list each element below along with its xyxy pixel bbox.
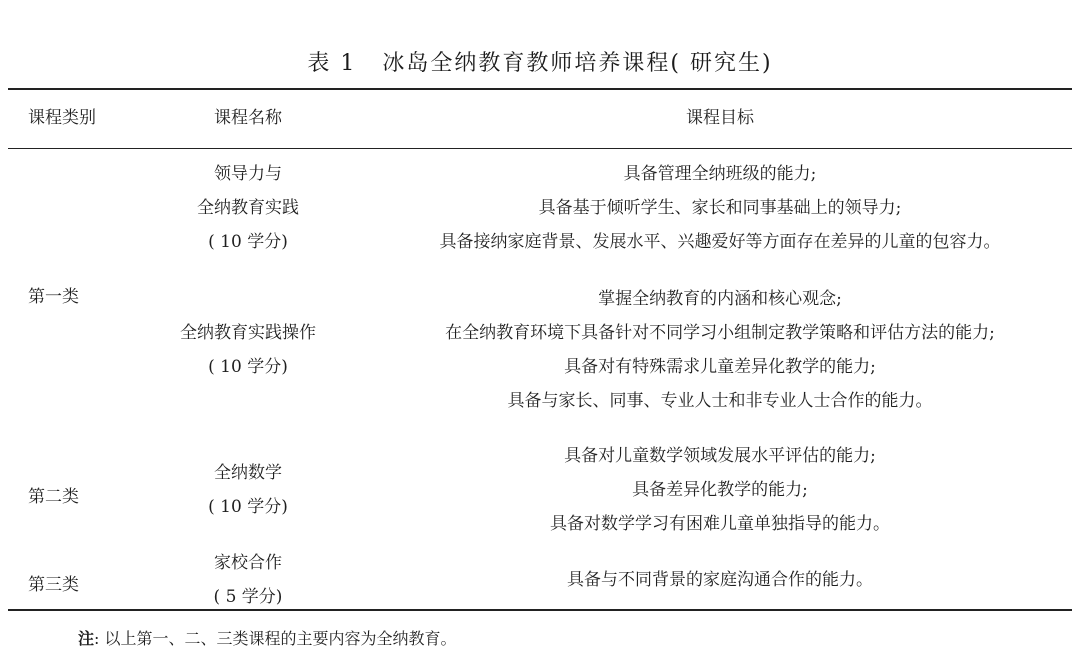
course-goal-line: 具备接纳家庭背景、发展水平、兴趣爱好等方面存在差异的儿童的包容力。 <box>439 232 1001 252</box>
category-cell: 第二类 <box>28 487 79 507</box>
course-goal-line: 在全纳教育环境下具备针对不同学习小组制定教学策略和评估方法的能力; <box>445 323 995 343</box>
course-goal-cell <box>370 563 1070 597</box>
course-name-line: 全纳教育实践 <box>197 198 299 218</box>
course-credits: ( 10 学分) <box>208 357 288 377</box>
course-credits: ( 10 学分) <box>208 497 288 517</box>
note-text: : 以上第一、二、三类课程的主要内容为全纳教育。 <box>94 629 457 648</box>
course-goal-line: 具备与家长、同事、专业人士和非专业人士合作的能力。 <box>507 391 933 411</box>
course-goal-cell <box>370 439 1070 541</box>
header-rule <box>8 148 1072 149</box>
course-name-cell <box>148 316 348 384</box>
course-goal-cell <box>370 157 1070 259</box>
course-goal-line: 具备差异化教学的能力; <box>632 480 808 500</box>
course-name-cell <box>148 456 348 524</box>
header-course-goal: 课程目标 <box>686 108 754 128</box>
course-goal-line: 具备管理全纳班级的能力; <box>623 164 817 184</box>
table-title-text: 冰岛全纳教育教师培养课程( 研究生) <box>382 51 773 76</box>
course-goal-line: 具备基于倾听学生、家长和同事基础上的领导力; <box>538 198 902 218</box>
course-name-line: 全纳教育实践操作 <box>180 323 316 343</box>
course-name-cell <box>148 157 348 259</box>
note-label: 注 <box>78 629 95 648</box>
header-category: 课程类别 <box>28 108 96 128</box>
table-note <box>78 626 457 649</box>
bottom-rule <box>8 609 1072 611</box>
course-goal-line: 掌握全纳教育的内涵和核心观念; <box>598 289 842 309</box>
course-name-line: 领导力与 <box>214 164 282 184</box>
course-goal-line: 具备与不同背景的家庭沟通合作的能力。 <box>567 570 873 590</box>
course-goal-line: 具备对儿童数学领域发展水平评估的能力; <box>564 446 876 466</box>
header-course-name: 课程名称 <box>214 108 282 128</box>
course-goal-cell <box>370 282 1070 418</box>
top-rule <box>8 88 1072 90</box>
category-cell: 第一类 <box>28 287 79 307</box>
table-number: 表 1 <box>307 51 357 76</box>
course-name-line: 全纳数学 <box>214 463 282 483</box>
table-title <box>0 46 1080 77</box>
course-credits: ( 10 学分) <box>208 232 288 252</box>
course-goal-line: 具备对数学学习有困难儿童单独指导的能力。 <box>550 514 890 534</box>
category-cell: 第三类 <box>28 575 79 595</box>
course-credits: ( 5 学分) <box>213 587 283 607</box>
course-goal-line: 具备对有特殊需求儿童差异化教学的能力; <box>564 357 876 377</box>
course-name-cell <box>148 546 348 614</box>
course-name-line: 家校合作 <box>214 553 282 573</box>
